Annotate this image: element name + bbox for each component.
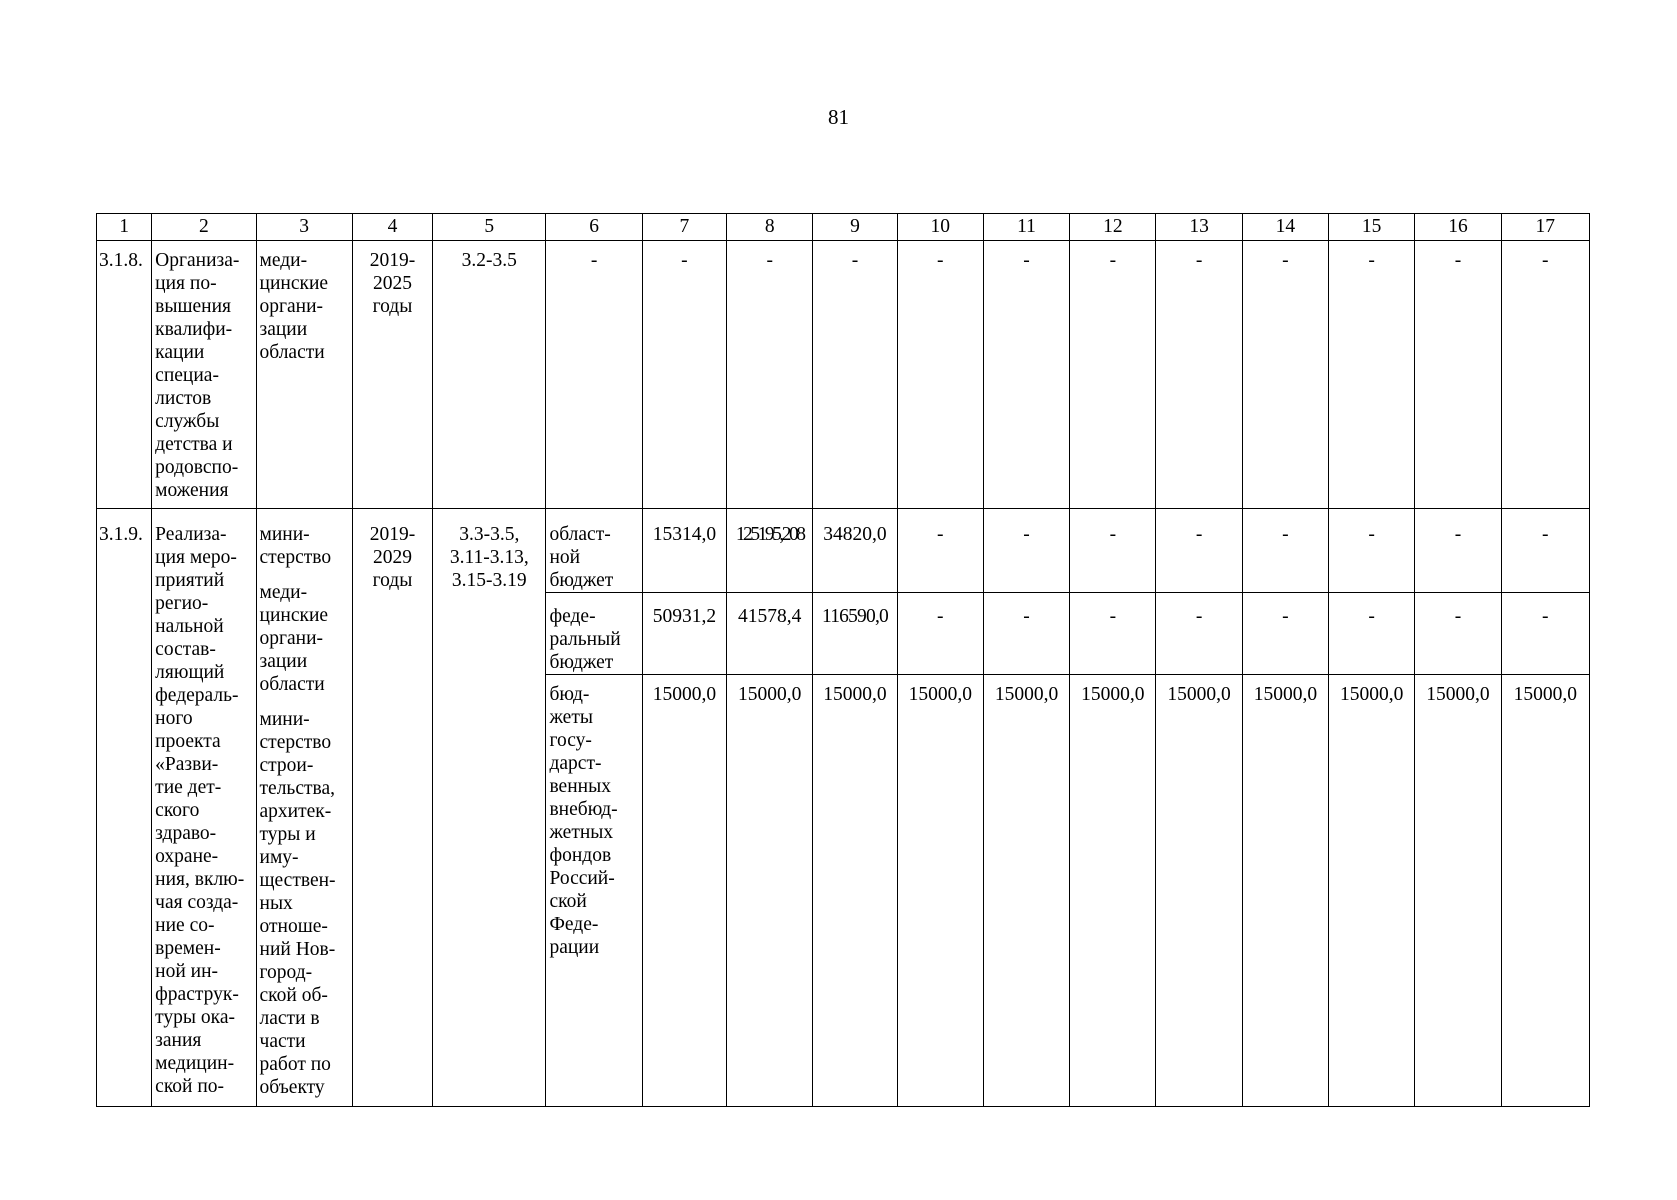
targets-cell: 3.2-3.5 — [433, 241, 546, 509]
row-id: 3.1.8. — [97, 241, 152, 509]
value-cell: 15000,0 — [727, 675, 813, 1107]
value-cell: - — [983, 593, 1069, 675]
value-cell: 15000,0 — [1415, 675, 1501, 1107]
col-header-6: 6 — [546, 214, 642, 241]
value-cell: - — [897, 241, 983, 509]
value-cell: 15000,0 — [1242, 675, 1328, 1107]
value-cell: - — [1156, 241, 1242, 509]
col-header-12: 12 — [1070, 214, 1156, 241]
source-cell-regional: област- ной бюджет — [546, 509, 642, 593]
col-header-14: 14 — [1242, 214, 1328, 241]
value-cell: - — [1329, 241, 1415, 509]
value-cell: - — [1070, 241, 1156, 509]
col-header-15: 15 — [1329, 214, 1415, 241]
value-cell: - — [983, 509, 1069, 593]
value-cell: - — [1242, 593, 1328, 675]
value-cell: - — [897, 593, 983, 675]
executor-cell — [256, 509, 352, 1107]
col-header-10: 10 — [897, 214, 983, 241]
years-cell: 2019- 2025 годы — [352, 241, 432, 509]
col-header-3: 3 — [256, 214, 352, 241]
value-cell: 15000,0 — [1156, 675, 1242, 1107]
value-cell: - — [1329, 509, 1415, 593]
value-cell: - — [1242, 241, 1328, 509]
value-cell: - — [1329, 593, 1415, 675]
value-cell: 116590,0 — [813, 593, 897, 675]
col-header-1: 1 — [97, 214, 152, 241]
years-cell: 2019- 2029 годы — [352, 509, 432, 1107]
value-cell: - — [1501, 593, 1589, 675]
source-cell-funds: бюд- жеты госу- дарст- венных внебюд- жетных фондов Россий- ской Феде- рации — [546, 675, 642, 1107]
col-header-2: 2 — [152, 214, 256, 241]
table-row-3-1-9-regional — [97, 509, 1590, 593]
value-cell: 15000,0 — [1070, 675, 1156, 1107]
col-header-7: 7 — [642, 214, 726, 241]
table-row-3-1-8 — [97, 241, 1590, 509]
page-number: 81 — [828, 105, 849, 129]
header-row — [97, 214, 1590, 241]
targets-cell: 3.3-3.5, 3.11-3.13, 3.15-3.19 — [433, 509, 546, 1107]
value-cell: - — [1070, 593, 1156, 675]
col-header-17: 17 — [1501, 214, 1589, 241]
executor-ministry: мини- стерство — [259, 524, 332, 568]
source-cell: - — [546, 241, 642, 509]
value-cell: 50931,2 — [642, 593, 726, 675]
value-cell: - — [1156, 593, 1242, 675]
value-cell: 15000,0 — [1329, 675, 1415, 1107]
value-cell: 15000,0 — [813, 675, 897, 1107]
executor-medical-orgs: меди- цинские органи- зации области — [259, 582, 329, 695]
col-header-8: 8 — [727, 214, 813, 241]
value-cell: - — [642, 241, 726, 509]
value-cell: - — [1415, 593, 1501, 675]
value-cell: - — [1070, 509, 1156, 593]
executor-cell: меди- цинские органи- зации области — [256, 241, 352, 509]
value-cell: - — [1501, 509, 1589, 593]
col-header-11: 11 — [983, 214, 1069, 241]
value-cell: 15314,0 — [642, 509, 726, 593]
value-cell: - — [897, 509, 983, 593]
value-cell: - — [983, 241, 1069, 509]
row-id: 3.1.9. — [97, 509, 152, 1107]
value-cell: 41578,4 — [727, 593, 813, 675]
value-cell: - — [1415, 509, 1501, 593]
col-header-16: 16 — [1415, 214, 1501, 241]
value-cell: - — [1242, 509, 1328, 593]
activity-cell: Организа- ция по- вышения квалифи- кации специа- листов службы детства и родовспо- можения — [152, 241, 256, 509]
value-cell: 15000,0 — [983, 675, 1069, 1107]
col-header-9: 9 — [813, 214, 897, 241]
value-cell: 125195,208 — [727, 509, 813, 593]
value-cell: - — [1156, 509, 1242, 593]
value-cell: - — [813, 241, 897, 509]
col-header-13: 13 — [1156, 214, 1242, 241]
value-cell: 15000,0 — [897, 675, 983, 1107]
value-cell: - — [1501, 241, 1589, 509]
activity-cell: Реализа- ция меро- приятий регио- нальной состав- ляющий федераль- ного проекта «Разви- тие дет- ского здраво- охране- ния, вклю- чая созда- ние со- времен- ной ин- фраструк- туры ока- зания медицин- ской по- — [152, 509, 256, 1107]
value-cell: - — [727, 241, 813, 509]
budget-table — [96, 213, 1590, 1107]
value-cell: - — [1415, 241, 1501, 509]
value-cell: 15000,0 — [1501, 675, 1589, 1107]
source-cell-federal: феде- ральный бюджет — [546, 593, 642, 675]
value-cell: 15000,0 — [642, 675, 726, 1107]
col-header-4: 4 — [352, 214, 432, 241]
value-cell: 34820,0 — [813, 509, 897, 593]
executor-construction-ministry: мини- стерство строи- тельства, архитек- туры и иму- ществен- ных отноше- ний Нов- город- ской об- ласти в части работ по объекту — [259, 709, 336, 1098]
col-header-5: 5 — [433, 214, 546, 241]
